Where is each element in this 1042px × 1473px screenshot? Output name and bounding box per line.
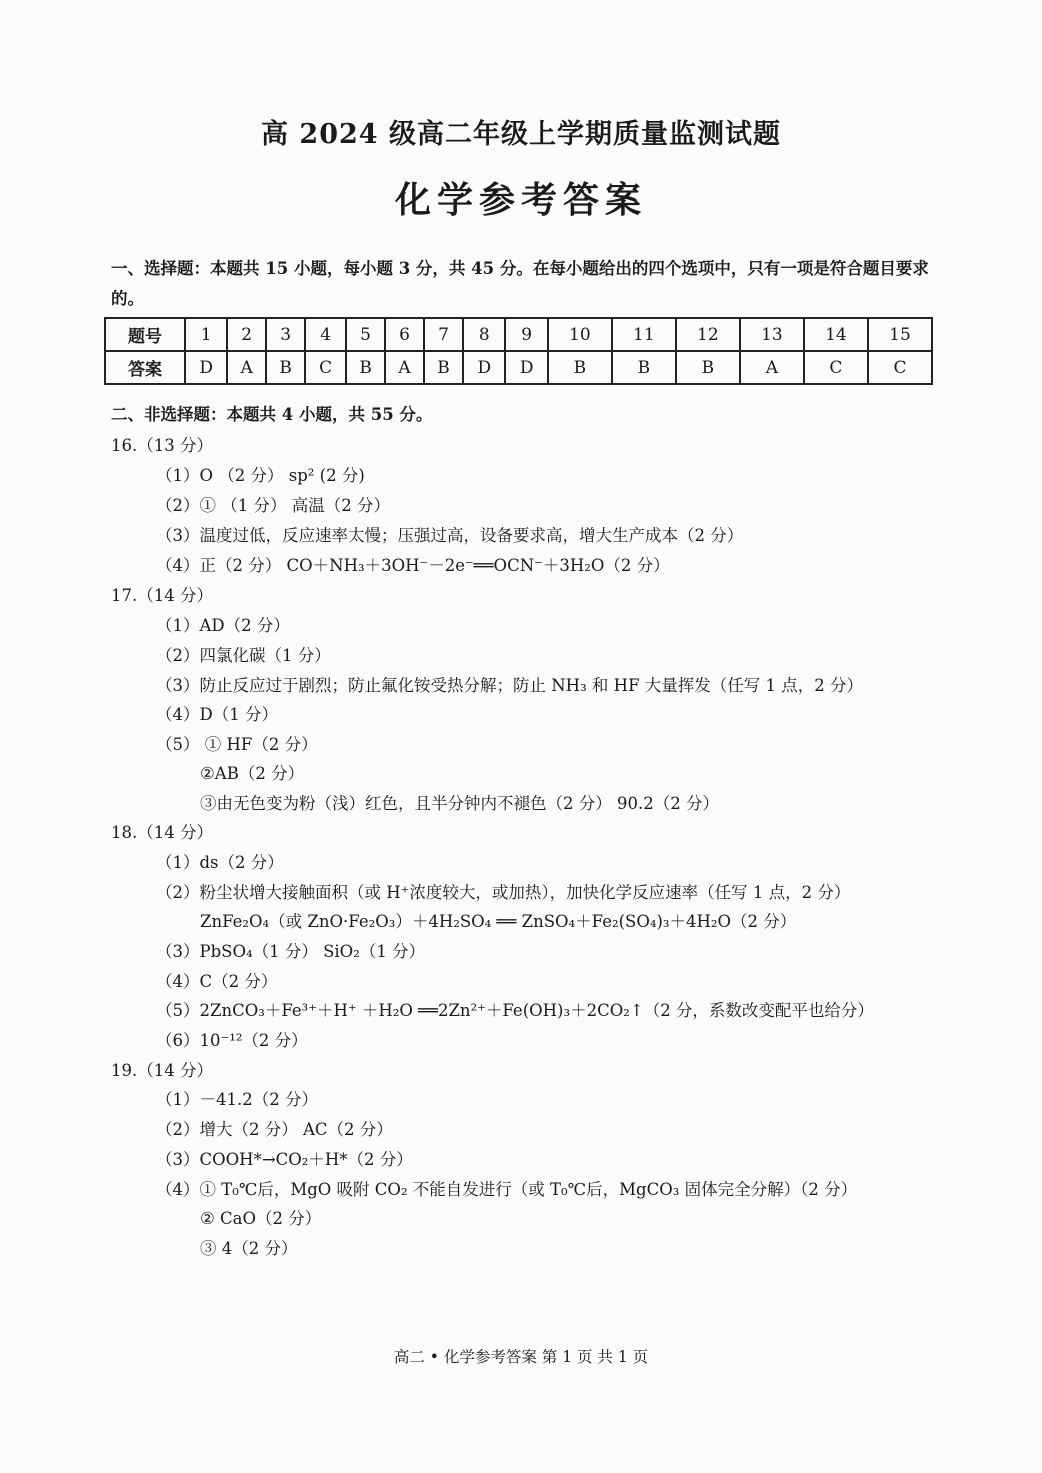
- question-number: 12: [676, 318, 740, 351]
- question-number: 10: [548, 318, 612, 351]
- q19-heading: 19.（14 分）: [111, 1061, 213, 1080]
- section-2-heading: 二、非选择题：本题共 4 小题，共 55 分。: [111, 405, 433, 424]
- q19-answer-3: （3）COOH*→CO₂＋H*（2 分）: [156, 1150, 413, 1169]
- question-number: 5: [346, 318, 385, 351]
- answer-cell: B: [612, 351, 676, 384]
- question-number: 13: [740, 318, 804, 351]
- answer-cell: B: [424, 351, 463, 384]
- q17-heading: 17.（14 分）: [111, 586, 213, 605]
- q18-answer-5: （5）2ZnCO₃＋Fe³⁺＋H⁺ ＋H₂O ══2Zn²⁺＋Fe(OH)₃＋2CO₂↑（2 分，系数改变配平也给分）: [156, 1001, 874, 1020]
- question-number: 6: [385, 318, 424, 351]
- q19-answer-4-3: ③ 4（2 分）: [200, 1239, 298, 1258]
- question-number: 14: [804, 318, 868, 351]
- q17-answer-5: （5） ① HF（2 分）: [156, 735, 318, 754]
- q19-answer-2: （2）增大（2 分） AC（2 分）: [156, 1120, 393, 1139]
- question-number: 2: [227, 318, 266, 351]
- q18-answer-1: （1）ds（2 分）: [156, 853, 284, 872]
- q17-answer-5-2: ②AB（2 分）: [200, 764, 305, 783]
- q18-heading: 18.（14 分）: [111, 823, 213, 842]
- q17-answer-5-3: ③由无色变为粉（浅）红色，且半分钟内不褪色（2 分） 90.2（2 分）: [200, 794, 719, 813]
- page-footer: 高二 • 化学参考答案 第 1 页 共 1 页: [393, 1348, 649, 1366]
- answer-cell: D: [463, 351, 505, 384]
- q18-answer-3: （3）PbSO₄（1 分） SiO₂（1 分）: [156, 942, 426, 961]
- answer-cell: B: [346, 351, 385, 384]
- q19-answer-4: （4）① T₀℃后，MgO 吸附 CO₂ 不能自发进行（或 T₀℃后，MgCO₃ 固体完全分解）（2 分）: [156, 1180, 858, 1199]
- question-number: 11: [612, 318, 676, 351]
- answer-cell: A: [227, 351, 266, 384]
- q18-answer-6: （6）10⁻¹²（2 分）: [156, 1031, 308, 1050]
- answer-cell: D: [505, 351, 547, 384]
- q19-answer-1: （1）－41.2（2 分）: [156, 1090, 318, 1109]
- q19-answer-4-2: ② CaO（2 分）: [200, 1209, 322, 1228]
- page-title: 高 2024 级高二年级上学期质量监测试题: [261, 119, 781, 150]
- question-number: 15: [868, 318, 932, 351]
- q18-answer-2-equation: ZnFe₂O₄（或 ZnO·Fe₂O₃）＋4H₂SO₄ ══ ZnSO₄＋Fe₂(SO₄)₃＋4H₂O（2 分）: [200, 912, 797, 931]
- row-label-question: 题号: [105, 318, 185, 351]
- row-label-answer: 答案: [105, 351, 185, 384]
- q16-answer-3: （3）温度过低，反应速率太慢；压强过高，设备要求高，增大生产成本（2 分）: [156, 526, 744, 545]
- answer-cell: C: [804, 351, 868, 384]
- question-number: 8: [463, 318, 505, 351]
- q16-answer-1: （1）O （2 分） sp² (2 分): [156, 466, 365, 485]
- question-number: 1: [185, 318, 227, 351]
- page-subtitle: 化学参考答案: [394, 179, 647, 221]
- question-number: 4: [305, 318, 346, 351]
- question-number: 3: [266, 318, 305, 351]
- answer-cell: B: [266, 351, 305, 384]
- q18-answer-2: （2）粉尘状增大接触面积（或 H⁺浓度较大，或加热），加快化学反应速率（任写 1 点，2 分）: [156, 883, 851, 902]
- question-number: 9: [505, 318, 547, 351]
- answer-cell: B: [676, 351, 740, 384]
- answer-cell: C: [868, 351, 932, 384]
- answer-cell: A: [740, 351, 804, 384]
- section-1-heading: 一、选择题：本题共 15 小题，每小题 3 分，共 45 分。在每小题给出的四个选项中，只有一项是符合题目要求的。: [111, 259, 929, 308]
- q17-answer-4: （4）D（1 分）: [156, 705, 278, 724]
- q17-answer-2: （2）四氯化碳（1 分）: [156, 646, 331, 665]
- q17-answer-1: （1）AD（2 分）: [156, 616, 290, 635]
- table-row-numbers: [105, 318, 932, 351]
- answer-cell: B: [548, 351, 612, 384]
- q16-answer-4: （4）正（2 分） CO＋NH₃＋3OH⁻－2e⁻══OCN⁻＋3H₂O（2 分）: [156, 556, 670, 575]
- q16-answer-2: （2）① （1 分） 高温（2 分）: [156, 496, 390, 515]
- table-row-answers: [105, 351, 932, 384]
- q18-answer-4: （4）C（2 分）: [156, 972, 278, 991]
- answer-cell: A: [385, 351, 424, 384]
- q17-answer-3: （3）防止反应过于剧烈；防止氟化铵受热分解；防止 NH₃ 和 HF 大量挥发（任写 1 点，2 分）: [156, 676, 863, 695]
- question-number: 7: [424, 318, 463, 351]
- answer-table: [104, 317, 933, 385]
- answer-cell: D: [185, 351, 227, 384]
- q16-heading: 16.（13 分）: [111, 436, 213, 455]
- answer-cell: C: [305, 351, 346, 384]
